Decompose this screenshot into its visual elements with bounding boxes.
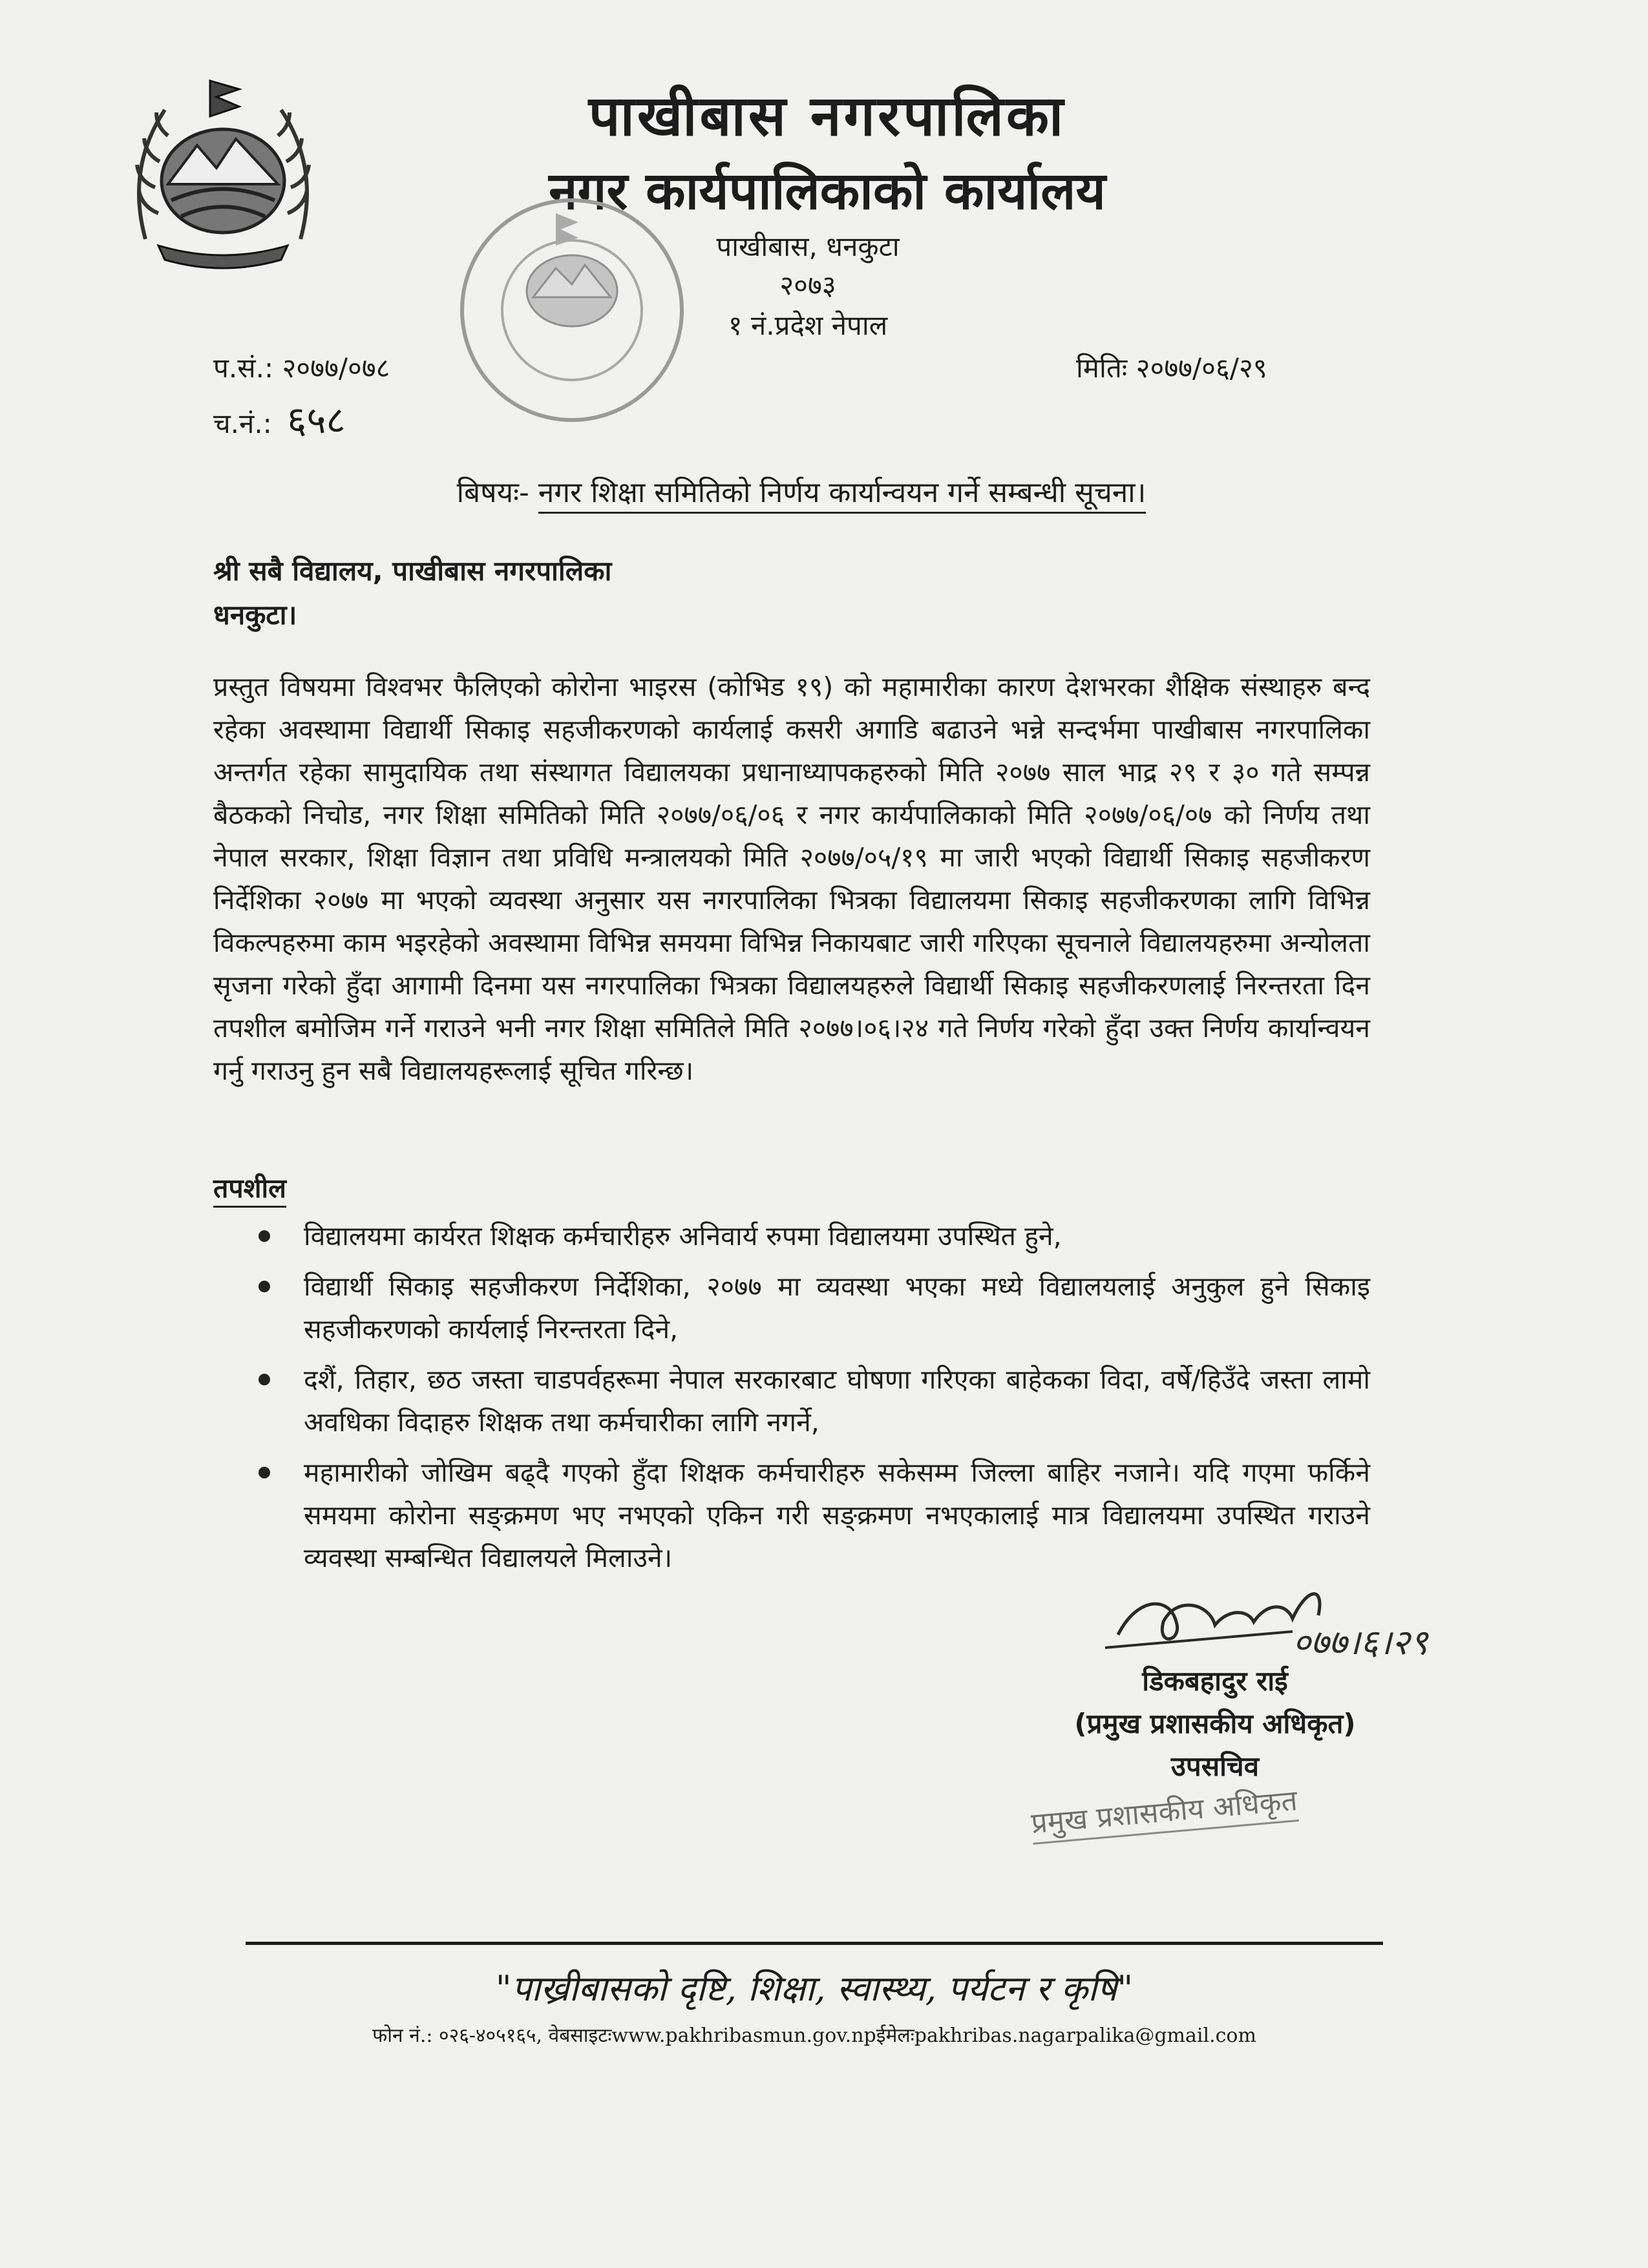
patra-sankhya xyxy=(213,349,390,386)
office-title: पाखीबास नगरपालिका xyxy=(588,83,1066,149)
bullet-icon xyxy=(259,1467,270,1478)
bullet-icon xyxy=(259,1374,270,1385)
list-item: दशैं, तिहार, छठ जस्ता चाडपर्वहरूमा नेपाल सरकारबाट घोषणा गरिएका बाहेकका विदा, वर्षे/हिउँदे जस्ता लामो अवधिका विदाहरु शिक्षक तथा कर्मचारीका लागि नगर्ने, xyxy=(259,1358,1370,1444)
signatory-rank: उपसचिव xyxy=(1170,1750,1260,1782)
patra-value: २०७७/०७८ xyxy=(282,352,390,384)
body-paragraph: प्रस्तुत विषयमा विश्वभर फैलिएको कोरोना भाइरस (कोभिड १९) को महामारीका कारण देशभरका शैक्षिक संस्थाहरु बन्द रहेका अवस्थामा विद्यार्थी सिकाइ सहजीकरणको कार्यलाई कसरी अगाडि बढाउने भन्ने सन्दर्भमा पाखीबास नगरपालिका अन्तर्गत रहेका सामुदायिक तथा संस्थागत विद्यालयका प्रधानाध्यापकहरुको मिति २०७७ साल भाद्र २९ र ३० गते सम्पन्न बैठकको निचोड, नगर शिक्षा समितिको मिति २०७७/०६/०६ र नगर कार्यपालिकाको मिति २०७७/०६/०७ को निर्णय तथा नेपाल सरकार, शिक्षा विज्ञान तथा प्रविधि मन्त्रालयको मिति २०७७/०५/१९ मा जारी भएको विद्यार्थी सिकाइ सहजीकरण निर्देशिका २०७७ मा भएको व्यवस्था अनुसार यस नगरपालिका भित्रका विद्यालयमा सिकाइ सहजीकरणका लागि विभिन्न विकल्पहरुमा काम भइरहेको अवस्थामा विभिन्न समयमा विभिन्न निकायबाट जारी गरिएका सूचनाले विद्यालयहरुमा अन्योलता सृजना गरेको हुँदा आगामी दिनमा यस नगरपालिका भित्रका विद्यालयहरुले विद्यार्थी सिकाइ सहजीकरणलाई निरन्तरता दिन तपशील बमोजिम गर्ने गराउने भनी नगर शिक्षा समितिले मिति २०७७।०६।२४ गते निर्णय गरेको हुँदा उक्त निर्णय कार्यान्वयन गर्नु गराउनु हुन सबै विद्यालयहरूलाई सूचित गरिन्छ। xyxy=(213,671,1370,1086)
subject-label: बिषयः- xyxy=(456,476,529,509)
letter-date xyxy=(1076,349,1267,386)
signature-date: ०७७।६।२९ xyxy=(1293,1622,1428,1663)
office-subtitle: नगर कार्यपालिकाको कार्यालय xyxy=(549,160,1106,221)
municipality-round-seal-icon xyxy=(452,194,692,426)
signatory-designation: (प्रमुख प्रशासकीय अधिकृत) xyxy=(1074,1708,1356,1739)
list-item: विद्यार्थी सिकाइ सहजीकरण निर्देशिका, २०७७ मा व्यवस्था भएका मध्ये विद्यालयलाई अनुकुल हुने सिकाइ सहजीकरणको कार्यलाई निरन्तरता दिने, xyxy=(259,1265,1370,1350)
list-item: महामारीको जोखिम बढ्दै गएको हुँदा शिक्षक कर्मचारीहरु सकेसम्म जिल्ला बाहिर नजाने। यदि गएमा फर्किने समयमा कोरोना सङ्क्रमण भए नभएको एकिन गरी सङ्क्रमण नभएकालाई मात्र विद्यालयमा उपस्थित गराउने व्यवस्था सम्बन्धित विद्यालयले मिलाउने। xyxy=(259,1451,1370,1579)
signatory-name: डिकबहादुर राई xyxy=(1142,1665,1288,1697)
bullet-icon xyxy=(259,1281,270,1292)
tapsil-list xyxy=(259,1215,1370,1587)
address-line-3: १ नं.प्रदेश नेपाल xyxy=(728,310,888,341)
designation-stamp: प्रमुख प्रशासकीय अधिकृत xyxy=(1030,1780,1299,1845)
address-line-2: २०७३ xyxy=(779,269,836,301)
footer-contact: फोन नं.: ०२६-४०५१६५, वेबसाइटःwww.pakhribasmun.gov.npईमेलःpakhribas.nagarpalika@gmail.com xyxy=(372,2024,1256,2047)
list-item: विद्यालयमा कार्यरत शिक्षक कर्मचारीहरु अनिवार्य रुपमा विद्यालयमा उपस्थित हुने, xyxy=(259,1215,1370,1257)
date-value: २०७७/०६/२९ xyxy=(1136,352,1267,384)
chalani-label: च.नं.: xyxy=(213,408,272,439)
footer-divider xyxy=(246,1942,1383,1945)
chalani-value: ६५८ xyxy=(287,398,346,442)
subject-line xyxy=(213,472,1389,510)
tapsil-heading: तपशील xyxy=(213,1170,286,1208)
subject-text: नगर शिक्षा समितिको निर्णय कार्यान्वयन गर्ने सम्बन्धी सूचना। xyxy=(538,476,1146,514)
address-line-1: पाखीबास, धनकुटा xyxy=(716,231,900,262)
recipient-line-2: धनकुटा। xyxy=(213,599,297,631)
bullet-icon xyxy=(259,1230,270,1242)
recipient-line-1: श्री सबै विद्यालय, पाखीबास नगरपालिका xyxy=(213,555,612,587)
chalani-number xyxy=(213,393,346,444)
date-label: मितिः xyxy=(1076,352,1128,384)
nepal-government-emblem-icon xyxy=(120,71,326,271)
recipient-block xyxy=(213,549,611,637)
patra-label: प.सं.: xyxy=(213,352,274,384)
footer-motto: "पाख्रीबासको दृष्टि, शिक्षा, स्वास्थ्य, पर्यटन र कृषि" xyxy=(495,1968,1134,2009)
